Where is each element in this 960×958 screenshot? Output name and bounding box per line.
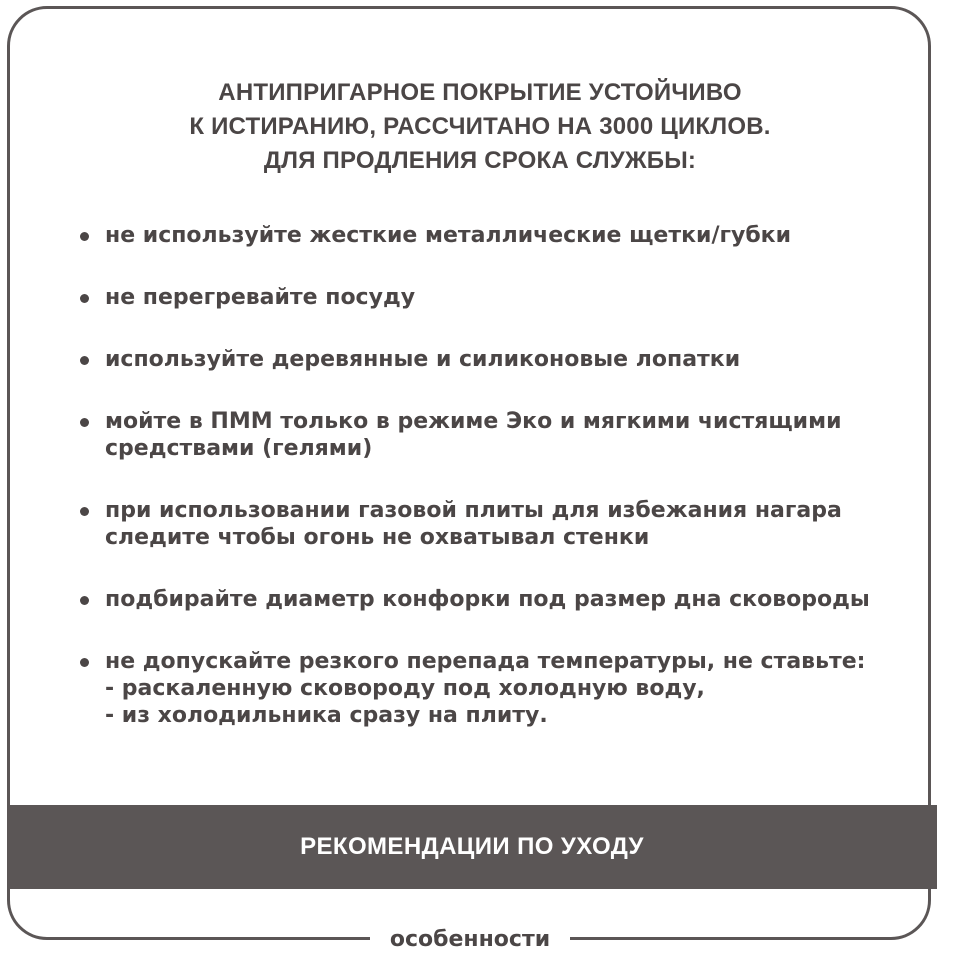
tip-text: - из холодильника сразу на плиту.: [105, 703, 548, 728]
bullet-icon: [80, 294, 89, 303]
tip-text: следите чтобы огонь не охватывал стенки: [105, 525, 650, 550]
tip-text: при использовании газовой плиты для избежания нагара: [105, 498, 842, 523]
tip-text: не перегревайте посуду: [105, 285, 416, 310]
heading-line: ДЛЯ ПРОДЛЕНИЯ СРОКА СЛУЖБЫ:: [263, 147, 697, 174]
banner-title: РЕКОМЕНДАЦИИ ПО УХОДУ: [300, 833, 644, 860]
heading-line: К ИСТИРАНИЮ, РАССЧИТАНО НА 3000 ЦИКЛОВ.: [189, 113, 771, 140]
bullet-icon: [80, 507, 89, 516]
tip-item: [77, 648, 877, 729]
tip-text: - раскаленную сковороду под холодную воду,: [105, 676, 705, 701]
bullet-icon: [80, 356, 89, 365]
footer-label: особенности: [370, 922, 570, 958]
bullet-icon: [80, 658, 89, 667]
tip-item: [77, 346, 877, 373]
bullet-icon: [80, 418, 89, 427]
tip-text: используйте деревянные и силиконовые лопатки: [105, 347, 741, 372]
tip-item: [77, 497, 877, 551]
heading-line: АНТИПРИГАРНОЕ ПОКРЫТИЕ УСТОЙЧИВО: [218, 79, 742, 106]
tip-text: не допускайте резкого перепада температуры, не ставьте:: [105, 649, 866, 674]
tip-item: [77, 408, 877, 462]
bullet-icon: [80, 596, 89, 605]
tip-text: средствами (гелями): [105, 436, 373, 461]
tip-text: не используйте жесткие металлические щетки/губки: [105, 223, 792, 248]
bullet-icon: [80, 232, 89, 241]
care-banner: [7, 805, 937, 889]
tip-text: подбирайте диаметр конфорки под размер дна сковороды: [105, 587, 870, 612]
tip-item: [77, 284, 877, 311]
tip-item: [77, 222, 877, 249]
tips-list: [77, 222, 877, 764]
tip-text: мойте в ПММ только в режиме Эко и мягкими чистящими: [105, 409, 842, 434]
tip-item: [77, 586, 877, 613]
card-heading: [0, 76, 960, 178]
